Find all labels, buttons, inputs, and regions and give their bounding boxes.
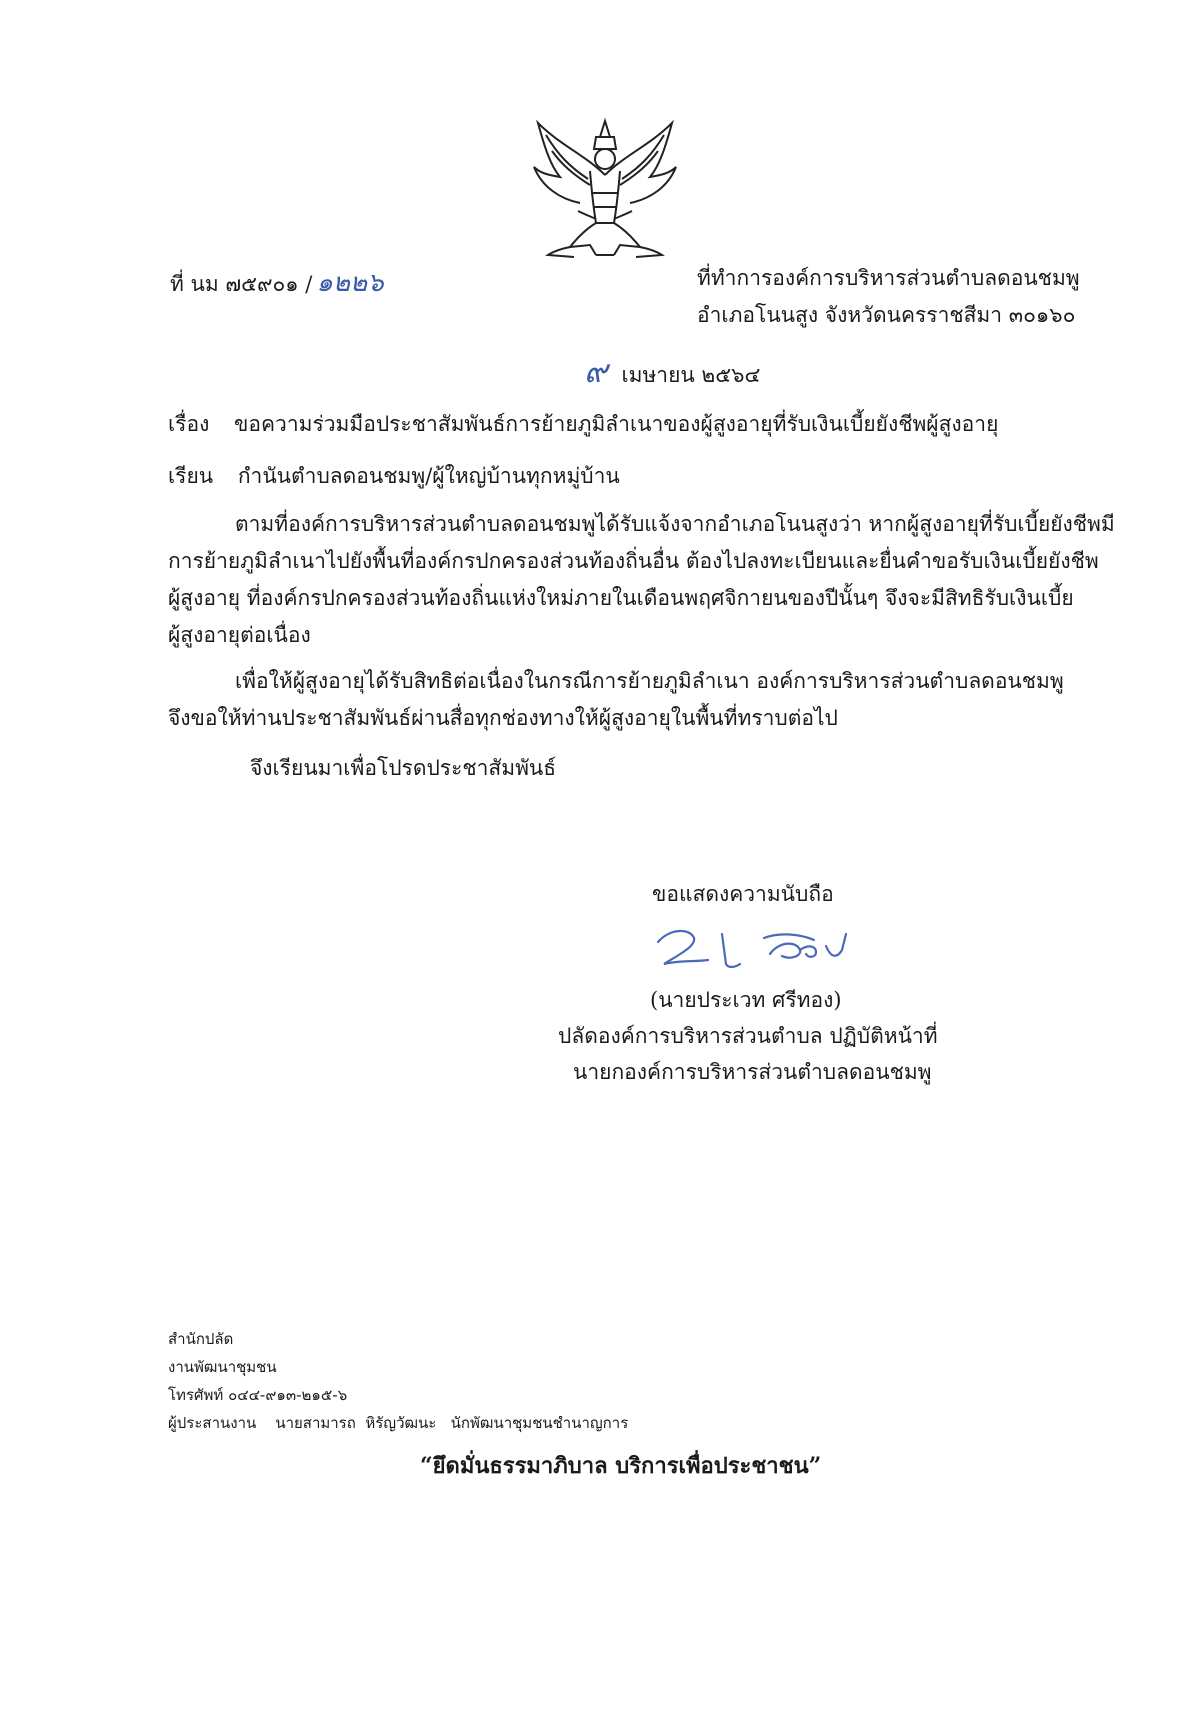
footer-slogan: “ยึดมั่นธรรมาภิบาล บริการเพื่อประชาชน” [420,1453,822,1479]
footer-phone: โทรศัพท์ ๐๔๔-๙๑๓-๒๑๕-๖ [168,1386,348,1404]
garuda-emblem-icon [530,115,680,265]
signatory-position-line1: ปลัดองค์การบริหารส่วนตำบล ปฏิบัติหน้าที่ [558,1024,938,1048]
reference-number [170,262,384,303]
footer-section: งานพัฒนาชุมชน [168,1358,277,1376]
recipient-text: กำนันตำบลดอนชมพู/ผู้ใหญ่บ้านทุกหมู่บ้าน [237,464,620,488]
footer-office: สำนักปลัด [168,1330,234,1348]
subject-text: ขอความร่วมมือประชาสัมพันธ์การย้ายภูมิลำเนาของผู้สูงอายุที่รับเงินเบี้ยยังชีพผู้สูงอายุ [234,412,999,436]
body-para1-line1: ตามที่องค์การบริหารส่วนตำบลดอนชมพูได้รับแจ้งจากอำเภอโนนสูงว่า หากผู้สูงอายุที่รับเบี้ยยังชีพมี [235,512,1115,536]
signatory-name: (นายประเวท ศรีทอง) [650,988,842,1012]
subject-line [168,408,998,441]
subject-label: เรื่อง [168,412,210,436]
letter-date [584,346,760,397]
recipient-label: เรียน [168,464,214,488]
signatory-position-line2: นายกองค์การบริหารส่วนตำบลดอนชมพู [573,1060,932,1084]
salutation: ขอแสดงความนับถือ [652,882,834,906]
handwritten-signature-icon [650,920,890,980]
handwritten-reference-number: ๑๒๒๖ [316,268,384,298]
handwritten-date-day: ๙ [584,352,608,390]
footer-coordinator: ผู้ประสานงาน นายสามารถ หิรัญวัฒนะ นักพัฒนาชุมชนชำนาญการ [168,1414,629,1432]
body-para1-line3: ผู้สูงอายุ ที่องค์กรปกครองส่วนท้องถิ่นแห่งใหม่ภายในเดือนพฤศจิกายนของปีนั้นๆ จึงจะมีสิทธิรับเงินเบี้ย [168,586,1074,610]
body-para2-line2: จึงขอให้ท่านประชาสัมพันธ์ผ่านสื่อทุกช่องทางให้ผู้สูงอายุในพื้นที่ทราบต่อไป [168,706,838,730]
body-para1-line4: ผู้สูงอายุต่อเนื่อง [168,623,311,647]
recipient-line [168,460,620,493]
office-address-line1: ที่ทำการองค์การบริหารส่วนตำบลดอนชมพู [697,266,1080,290]
reference-label: ที่ นม ๗๕๙๐๑ / [170,272,313,296]
closing-text: จึงเรียนมาเพื่อโปรดประชาสัมพันธ์ [250,756,557,780]
date-month-year: เมษายน ๒๕๖๔ [621,363,761,387]
body-para2-line1: เพื่อให้ผู้สูงอายุได้รับสิทธิต่อเนื่องในกรณีการย้ายภูมิลำเนา องค์การบริหารส่วนตำบลดอนชมพู [235,669,1064,693]
office-address-line2: อำเภอโนนสูง จังหวัดนครราชสีมา ๓๐๑๖๐ [697,303,1076,327]
body-para1-line2: การย้ายภูมิลำเนาไปยังพื้นที่องค์กรปกครองส่วนท้องถิ่นอื่น ต้องไปลงทะเบียนและยื่นคำขอรับเงินเบี้ยยังชีพ [168,549,1099,573]
